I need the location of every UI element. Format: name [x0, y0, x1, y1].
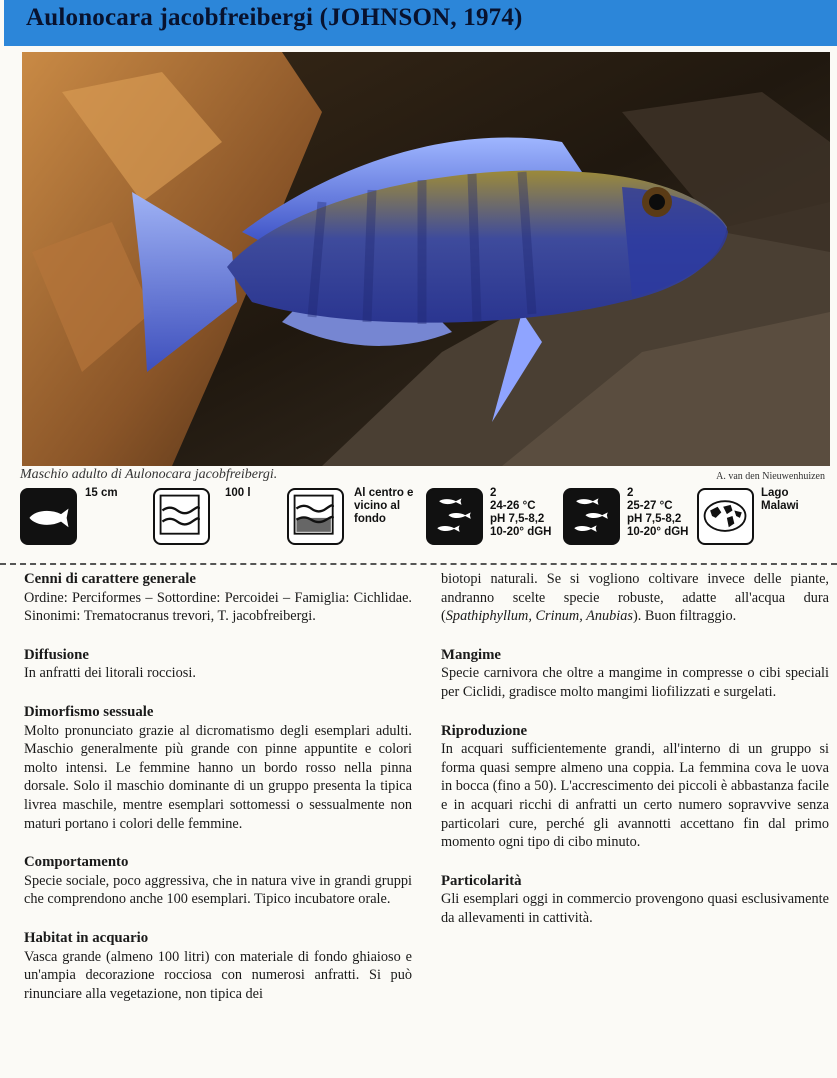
school-icon	[426, 488, 483, 545]
section-text: Specie sociale, poco aggressiva, che in natura vive in grandi gruppi che comprendono anche 100 esemplari. Tipico incubatore orale.	[24, 872, 412, 908]
world-map-icon	[697, 488, 754, 545]
origin-label: Lago Malawi	[761, 487, 799, 512]
section-text-continued	[441, 570, 829, 626]
volume-label: 100 l	[225, 487, 251, 499]
section-text: Ordine: Perciformes – Sottordine: Percoidei – Famiglia: Cichlidae. Sinonimi: Trematocranus trevori, T. jacobfreibergi.	[24, 589, 412, 625]
title-bar	[4, 0, 837, 46]
right-column	[441, 570, 829, 948]
fish-size-icon	[20, 488, 77, 545]
section-text: In anfratti dei litorali rocciosi.	[24, 665, 196, 682]
divider	[0, 563, 837, 565]
section-heading: Cenni di carattere generale	[24, 571, 196, 587]
page-title: Aulonocara jacobfreibergi (JOHNSON, 1974)	[26, 4, 523, 31]
continued-text: biotopi naturali. Se si vogliono coltivare invece delle piante, andranno scelte specie robuste, adatte all'acqua dura (	[441, 571, 829, 625]
section-text: Vasca grande (almeno 100 litri) con materiale di fondo ghiaioso e un'ampia decorazione rocciosa con numerosi anfratti. Si può rinunciare alla vegetazione, non tipica dei	[24, 948, 412, 1002]
continued-text-end: ). Buon filtraggio.	[632, 608, 737, 625]
zone-label: Al centro e vicino al fondo	[354, 487, 414, 525]
swimming-zone-icon	[287, 488, 344, 545]
section-text: Gli esemplari oggi in commercio provengono quasi esclusivamente da allevamenti in cattività.	[441, 891, 829, 926]
section-heading: Diffusione	[24, 646, 89, 663]
school-icon	[563, 488, 620, 545]
section-heading: Dimorfismo sessuale	[24, 703, 154, 720]
fish-illustration	[22, 52, 830, 466]
left-column	[24, 570, 412, 1023]
photo-caption: Maschio adulto di Aulonocara jacobfreibergi.	[20, 467, 278, 482]
section-text: Specie carnivora che oltre a mangime in compresse o cibi speciali per Ciclidi, gradisce molto mangimi liofilizzati e surgelati.	[441, 665, 829, 700]
section-heading: Comportamento	[24, 854, 129, 871]
section-text: Molto pronunciato grazie al dicromatismo degli esemplari adulti. Maschio generalmente più grande con pinne appuntite e colori molto intensi. Le femmine hanno un bordo rosso nella pinna dorsale. Solo il maschio dominante di un gruppo presenta la tipica livrea maschile, mentre esemplari sottomessi o sessualmente non maturi portano i colori delle femmine.	[24, 722, 412, 832]
fish-photo	[22, 52, 830, 466]
photo-credit: A. van den Nieuwenhuizen	[716, 471, 825, 482]
water-params-1: 2 24-26 °C pH 7,5-8,2 10-20° dGH	[490, 487, 552, 538]
plant-names: Spathiphyllum, Crinum, Anubias	[445, 608, 633, 625]
section-heading: Mangime	[441, 646, 501, 663]
section-text: In acquari sufficientemente grandi, all'interno di un gruppo si forma quasi sempre almeno una coppia. La femmina cova le uova in bocca (fino a 50). L'accrescimento dei piccoli è abbastanza facile e in acquari ricchi di anfratti un certo numero sopravvive senza particolari cure, perché gli avannotti accettano fin dal primo momento ogni tipo di cibo minuto.	[441, 741, 829, 851]
section-heading: Habitat in acquario	[24, 929, 149, 946]
tank-volume-icon	[153, 488, 210, 545]
size-label: 15 cm	[85, 487, 118, 499]
section-heading: Particolarità	[441, 872, 522, 889]
section-heading: Riproduzione	[441, 722, 528, 739]
water-params-2: 2 25-27 °C pH 7,5-8,2 10-20° dGH	[627, 487, 689, 538]
